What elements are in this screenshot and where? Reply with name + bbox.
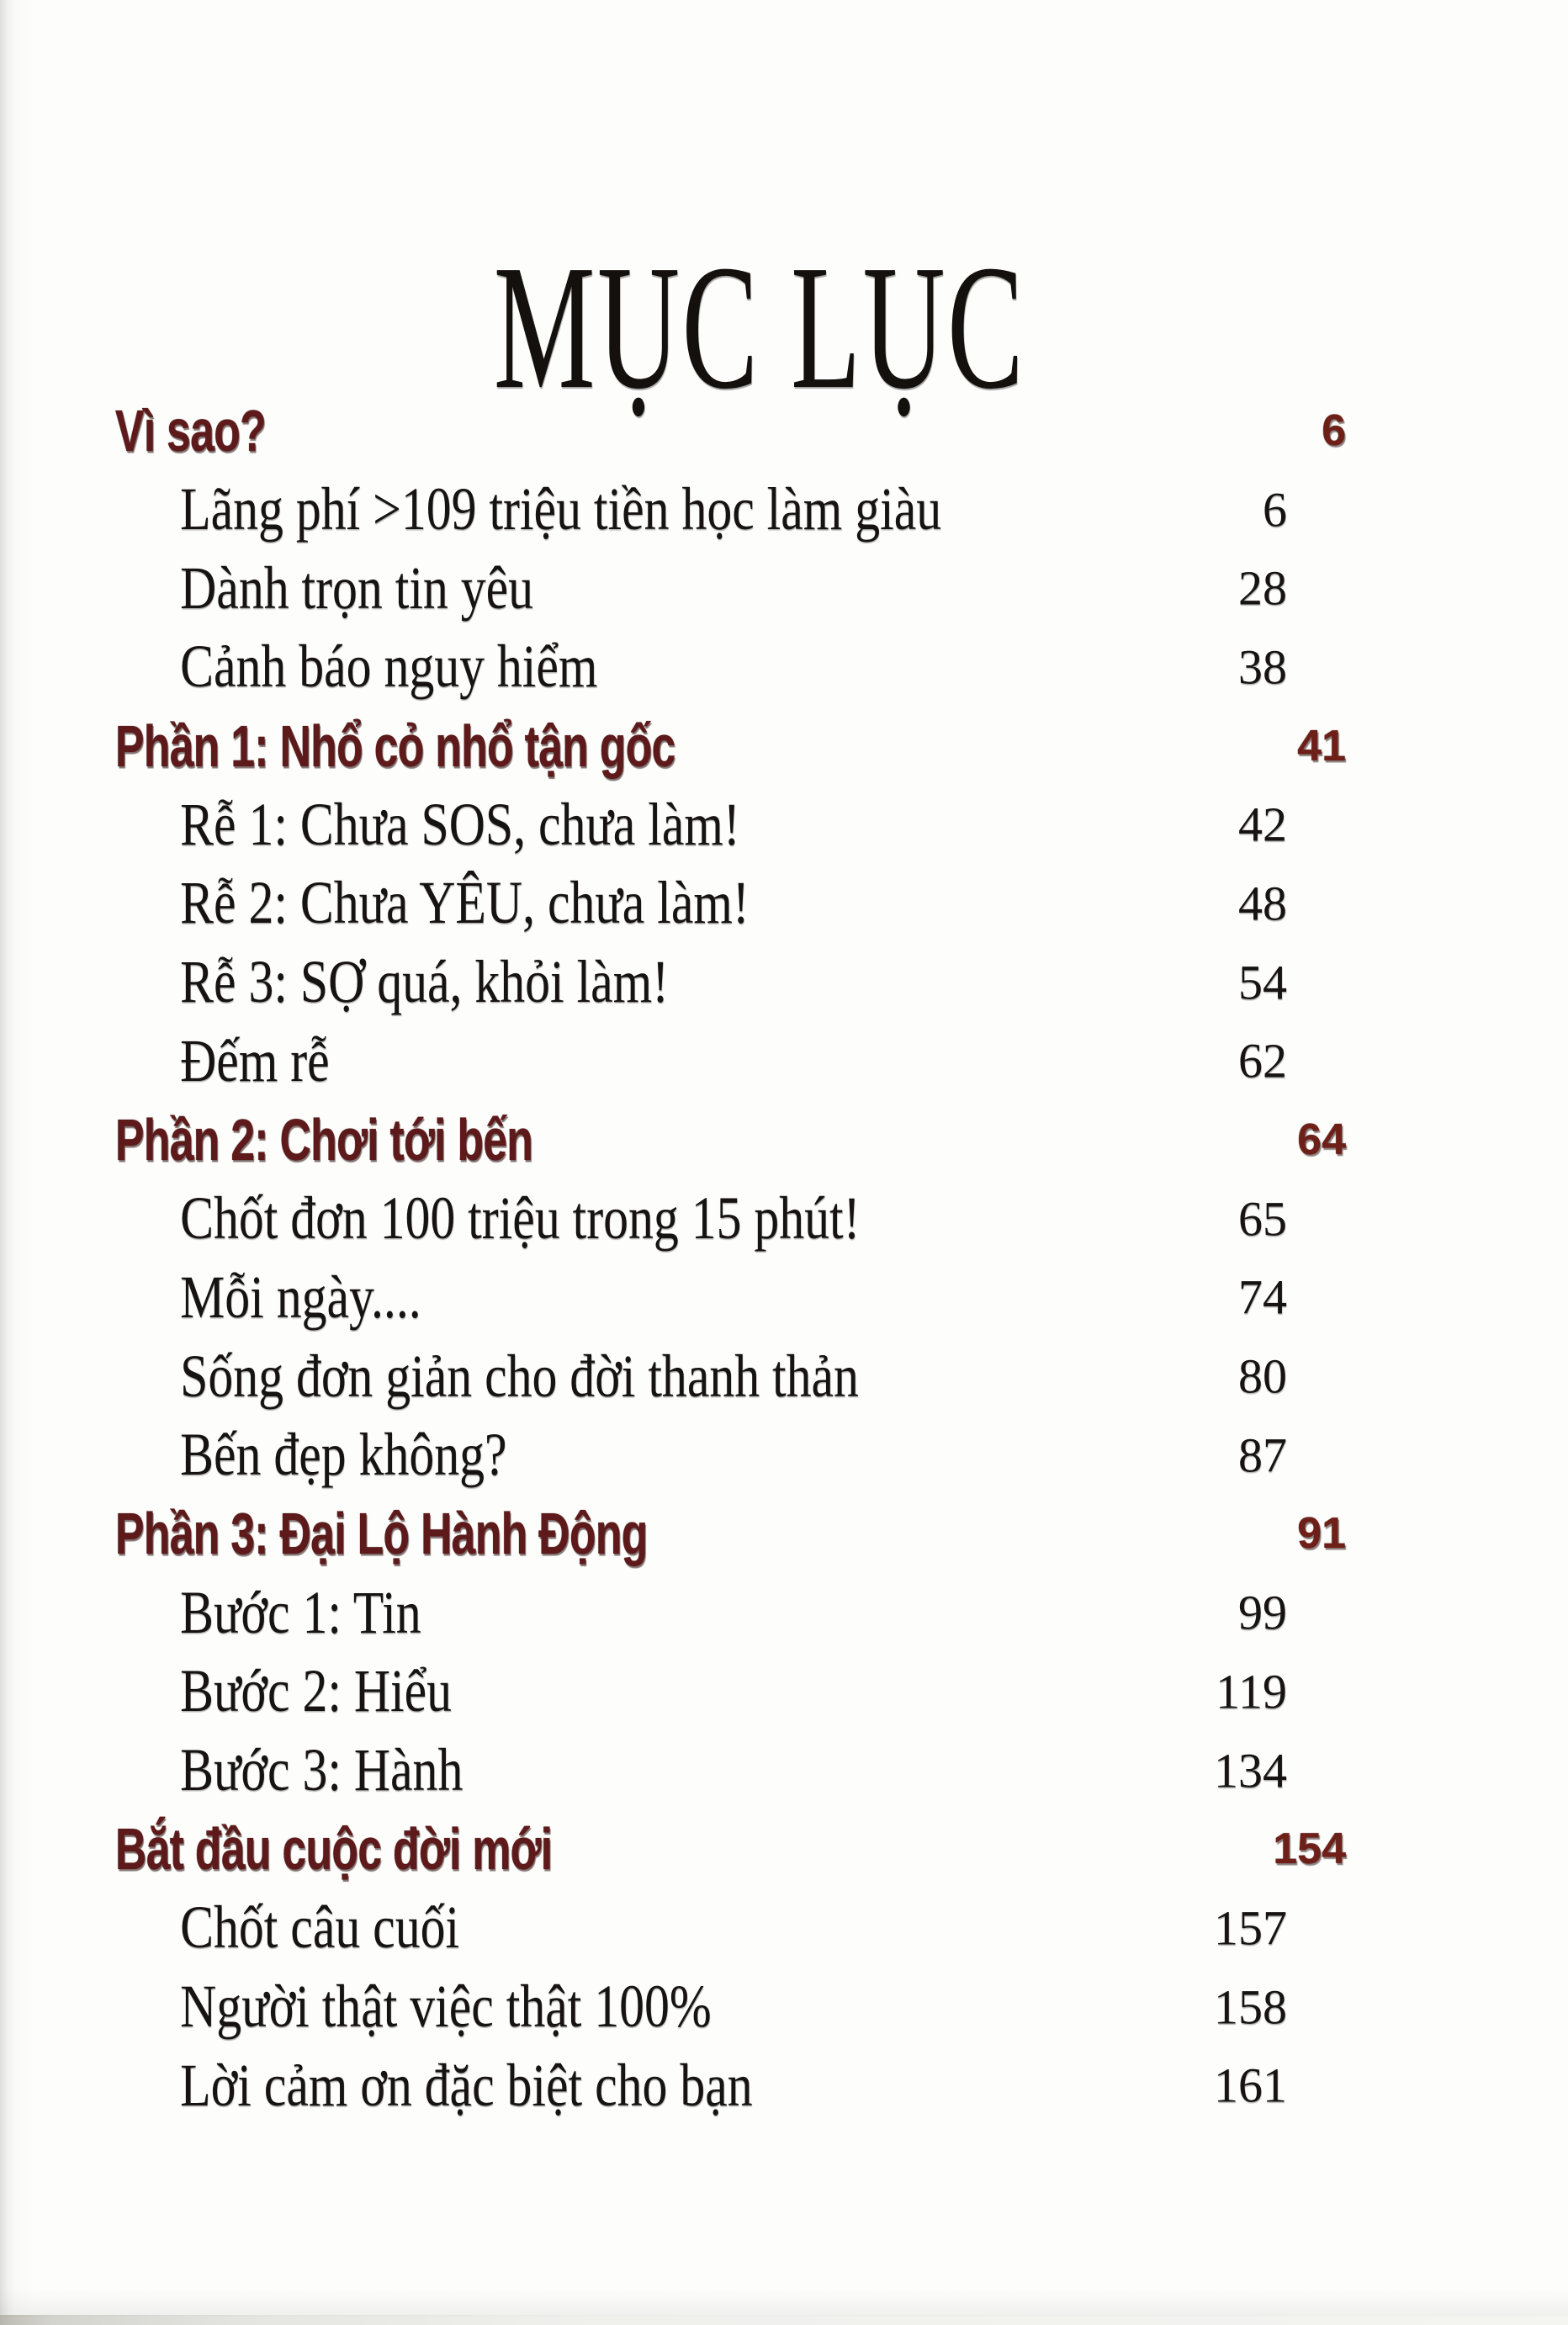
toc-entry-page-number: 157 — [1214, 1900, 1287, 1956]
toc-entry-page-number: 134 — [1214, 1743, 1287, 1798]
toc-item-row — [0, 1179, 1568, 1258]
toc-item-row — [0, 548, 1568, 628]
toc-entry-label: Cảnh báo nguy hiểm — [180, 633, 598, 701]
toc-item-row — [0, 785, 1568, 864]
toc-entry-page-number: 62 — [1238, 1033, 1287, 1088]
toc-entry-label: Mỗi ngày.... — [180, 1263, 421, 1331]
toc-item-row — [0, 628, 1568, 707]
toc-entry-label: Sống đơn giản cho đời thanh thản — [180, 1342, 859, 1410]
toc-entry-page-number: 154 — [1273, 1825, 1346, 1874]
toc-entry-label: Chốt câu cuối — [180, 1893, 460, 1962]
toc-section-row — [0, 1495, 1568, 1574]
toc-entry-page-number: 54 — [1238, 955, 1287, 1010]
toc-item-row — [0, 1731, 1568, 1810]
page-title: MỤC LỤC — [493, 228, 1026, 426]
toc-entry-page-number: 65 — [1238, 1191, 1287, 1247]
toc-entry-page-number: 80 — [1238, 1348, 1287, 1404]
toc-entry-label: Lãng phí >109 triệu tiền học làm giàu — [180, 475, 942, 543]
toc-entry-page-number: 161 — [1214, 2058, 1287, 2113]
toc-entry-page-number: 87 — [1238, 1427, 1287, 1483]
toc-entry-page-number: 42 — [1238, 797, 1287, 852]
toc-item-row — [0, 470, 1568, 549]
toc-entry-page-number: 158 — [1214, 1979, 1287, 2035]
toc-entry-page-number: 6 — [1322, 405, 1346, 455]
toc-entry-label: Phần 3: Đại Lộ Hành Động — [114, 1501, 648, 1567]
toc-entry-label: Đếm rễ — [180, 1026, 330, 1094]
toc-entry-label: Rễ 2: Chưa YÊU, chưa làm! — [180, 869, 750, 937]
toc-item-row — [0, 864, 1568, 943]
toc-item-row — [0, 943, 1568, 1022]
toc-entry-page-number: 41 — [1297, 721, 1346, 771]
toc-entry-page-number: 48 — [1238, 876, 1287, 931]
bottom-scan-fade — [0, 2288, 1568, 2317]
toc-item-row — [0, 1652, 1568, 1731]
toc-entry-label: Phần 2: Chơi tới bến — [114, 1107, 533, 1173]
toc-section-row — [0, 391, 1568, 470]
toc-item-row — [0, 1258, 1568, 1337]
toc-section-row — [0, 1100, 1568, 1179]
toc-item-row — [0, 1416, 1568, 1495]
toc-entry-label: Chốt đơn 100 triệu trong 15 phút! — [180, 1184, 861, 1253]
toc-entry-page-number: 99 — [1238, 1585, 1287, 1640]
toc-item-row — [0, 1888, 1568, 1968]
toc-entry-label: Vì sao? — [114, 397, 266, 463]
toc-section-row — [0, 707, 1568, 786]
toc-entry-label: Phần 1: Nhổ cỏ nhổ tận gốc — [114, 712, 675, 779]
toc-item-row — [0, 1573, 1568, 1652]
toc-entry-label: Rễ 1: Chưa SOS, chưa làm! — [180, 790, 740, 858]
toc-item-row — [0, 2046, 1568, 2125]
toc-entry-label: Rễ 3: SỢ quá, khỏi làm! — [180, 948, 670, 1016]
toc-entry-page-number: 119 — [1216, 1664, 1287, 1719]
toc-entry-label: Bắt đầu cuộc đời mới — [114, 1816, 553, 1883]
toc-entry-page-number: 91 — [1297, 1509, 1346, 1559]
toc-list — [0, 391, 1568, 2125]
toc-entry-label: Bước 1: Tin — [180, 1578, 421, 1646]
toc-entry-label: Người thật việc thật 100% — [180, 1973, 712, 2041]
toc-entry-page-number: 6 — [1263, 482, 1287, 538]
toc-entry-label: Bến đẹp không? — [180, 1421, 507, 1489]
toc-entry-page-number: 38 — [1238, 639, 1287, 695]
bottom-scan-edge — [0, 2315, 1568, 2325]
toc-entry-page-number: 64 — [1297, 1115, 1346, 1165]
toc-item-row — [0, 1022, 1568, 1101]
toc-item-row — [0, 1968, 1568, 2047]
toc-entry-page-number: 74 — [1238, 1269, 1287, 1325]
toc-entry-label: Bước 3: Hành — [180, 1736, 464, 1804]
toc-item-row — [0, 1337, 1568, 1416]
toc-entry-page-number: 28 — [1238, 560, 1287, 616]
toc-entry-label: Lời cảm ơn đặc biệt cho bạn — [180, 2051, 753, 2119]
toc-entry-label: Bước 2: Hiểu — [180, 1657, 453, 1725]
toc-section-row — [0, 1809, 1568, 1888]
toc-entry-label: Dành trọn tin yêu — [180, 553, 534, 622]
